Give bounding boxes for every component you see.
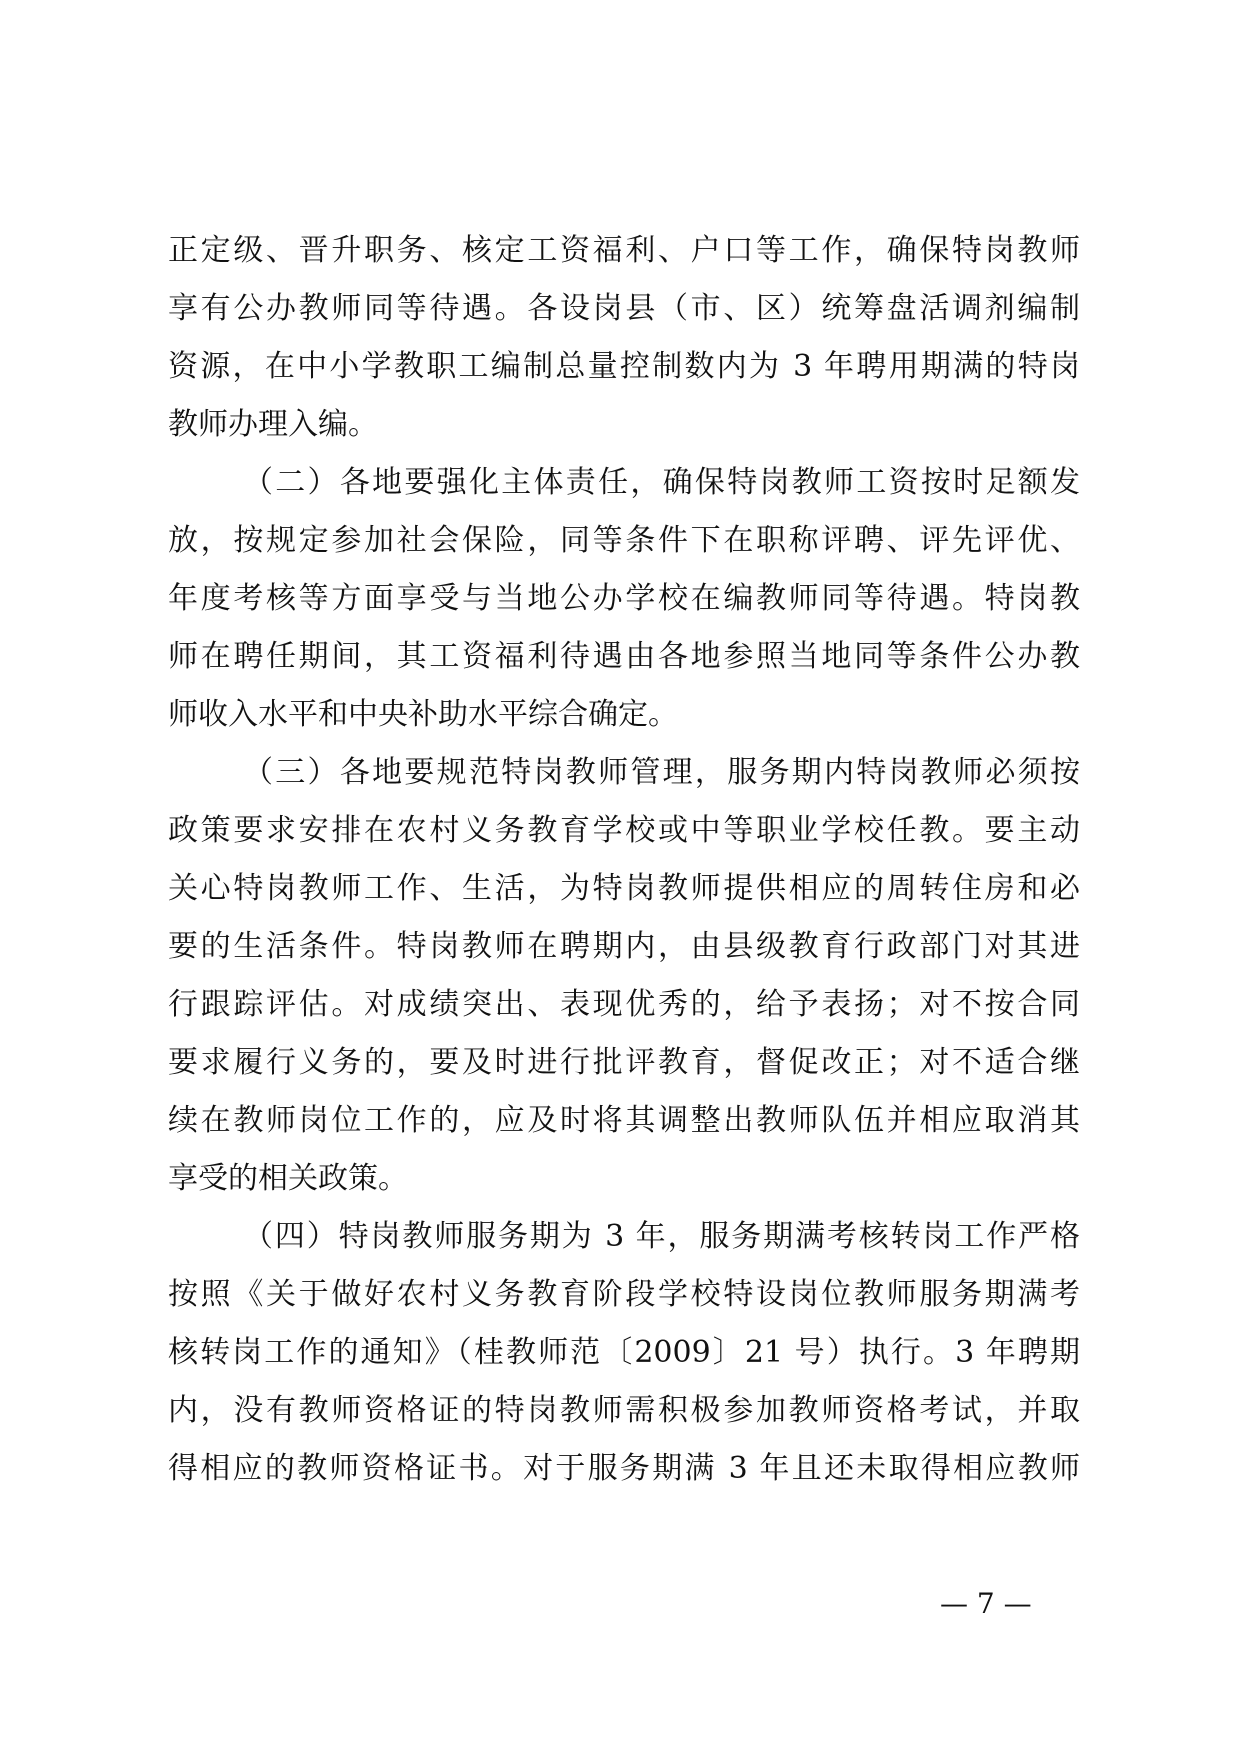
paragraph-start-line: （四）特岗教师服务期为 3 年，服务期满考核转岗工作严格 (243, 1219, 1080, 1254)
text-line: 要的生活条件。特岗教师在聘期内，由县级教育行政部门对其进 (168, 929, 1080, 964)
text-line: 续在教师岗位工作的，应及时将其调整出教师队伍并相应取消其 (168, 1103, 1080, 1138)
paragraph-start-line: （二）各地要强化主体责任，确保特岗教师工资按时足额发 (243, 465, 1080, 500)
text-line: 资源，在中小学教职工编制总量控制数内为 3 年聘用期满的特岗 (168, 349, 1080, 384)
text-line: 关心特岗教师工作、生活，为特岗教师提供相应的周转住房和必 (168, 871, 1080, 906)
text-line: 年度考核等方面享受与当地公办学校在编教师同等待遇。特岗教 (168, 581, 1080, 616)
text-line: 内，没有教师资格证的特岗教师需积极参加教师资格考试，并取 (168, 1393, 1080, 1428)
text-line: 师在聘任期间，其工资福利待遇由各地参照当地同等条件公办教 (168, 639, 1080, 674)
text-line: 政策要求安排在农村义务教育学校或中等职业学校任教。要主动 (168, 813, 1080, 848)
text-line: 享有公办教师同等待遇。各设岗县（市、区）统筹盘活调剂编制 (168, 291, 1080, 326)
paragraph-start-line: （三）各地要规范特岗教师管理，服务期内特岗教师必须按 (243, 755, 1080, 790)
page-number: — 7 — (940, 1587, 1032, 1620)
text-line: 师收入水平和中央补助水平综合确定。 (168, 697, 678, 732)
text-line: 正定级、晋升职务、核定工资福利、户口等工作，确保特岗教师 (168, 233, 1080, 268)
text-line: 教师办理入编。 (168, 407, 378, 442)
text-line: 放，按规定参加社会保险，同等条件下在职称评聘、评先评优、 (168, 523, 1080, 558)
text-line: 要求履行义务的，要及时进行批评教育，督促改正；对不适合继 (168, 1045, 1080, 1080)
text-line: 得相应的教师资格证书。对于服务期满 3 年且还未取得相应教师 (168, 1451, 1080, 1486)
text-line: 核转岗工作的通知》（桂教师范〔2009〕21 号）执行。3 年聘期 (168, 1335, 1080, 1370)
text-line: 按照《关于做好农村义务教育阶段学校特设岗位教师服务期满考 (168, 1277, 1080, 1312)
text-line: 享受的相关政策。 (168, 1161, 408, 1196)
text-line: 行跟踪评估。对成绩突出、表现优秀的，给予表扬；对不按合同 (168, 987, 1080, 1022)
body-text (168, 222, 1080, 1498)
